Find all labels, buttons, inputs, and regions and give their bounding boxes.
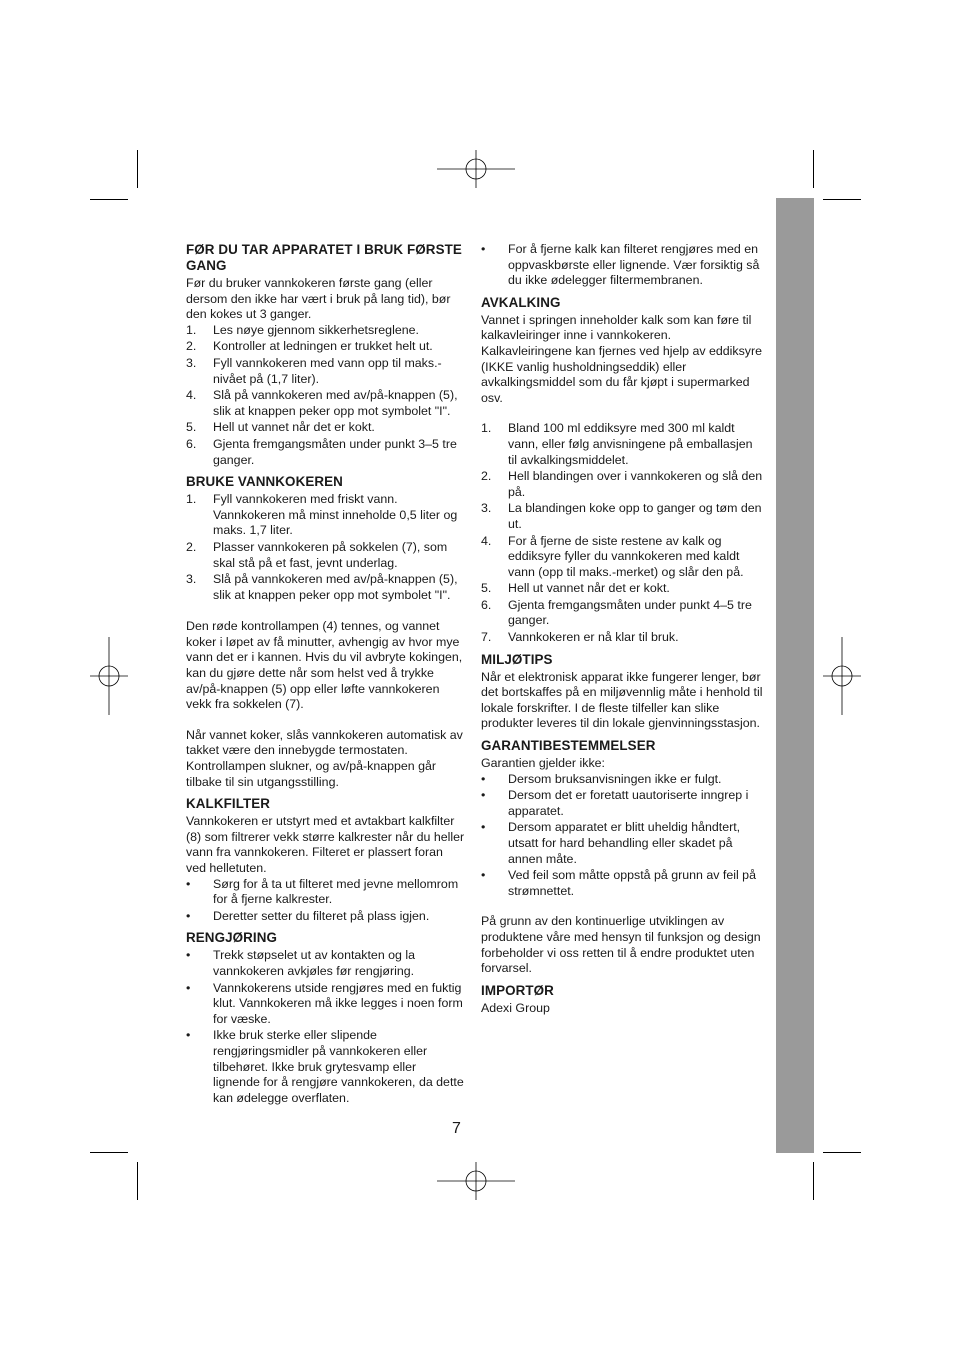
heading-filter: KALKFILTER (186, 796, 271, 812)
crop-mark (823, 199, 861, 200)
list-item: 5. Hell ut vannet når det er kokt. (186, 420, 375, 435)
list-item: • Ved feil som måtte oppstå på grunn av feil på strømnettet. (481, 868, 756, 898)
registration-mark-right (823, 637, 861, 715)
filter-bullets (186, 877, 466, 925)
crop-mark (823, 1152, 861, 1153)
warranty-intro: Garantien gjelder ikke: (481, 756, 605, 771)
list-item: 4. Slå på vannkokeren med av/på-knappen (5), slik at knappen peker opp mot symbolet "I". (186, 388, 458, 418)
list-item: 2. Plasser vannkokeren på sokkelen (7), som skal stå på et fast, jevnt underlag. (186, 539, 448, 570)
descaling-intro: Vannet i springen inneholder kalk som kan føre til kalkavleiringer inne i vannkokeren. Kalkavleiringene kan fjernes ved hjelp av eddiksyre (IKKE vanlig husholdningseddik) eller avkalkingsmiddel som du får kjøpt i supermarked osv. (481, 312, 763, 405)
list-item: 3. La blandingen koke opp to ganger og tøm den ut. (481, 501, 762, 531)
list-item: 4. For å fjerne de siste restene av kalk og eddiksyre fyller du vannkokeren med kaldt vann (opp til maks.-merket) og slår den på. (481, 533, 744, 579)
list-item: • Vannkokerens utside rengjøres med en fuktig klut. Vannkokeren må ikke legges i noen form for væske. (186, 980, 463, 1026)
registration-mark-bottom (437, 1162, 515, 1200)
registration-mark-left (90, 637, 128, 715)
list-item: • Sørg for å ta ut filteret med jevne mellomrom for å fjerne kalkrester. (186, 876, 459, 907)
first-use-steps (186, 323, 466, 468)
list-item: • Deretter setter du filteret på plass igjen. (186, 908, 430, 923)
cleaning-bullets (186, 948, 466, 1106)
crop-mark (90, 1152, 128, 1153)
list-item: 5. Hell ut vannet når det er kokt. (481, 581, 670, 596)
heading-using: BRUKE VANNKOKEREN (186, 474, 343, 490)
heading-first-use: FØR DU TAR APPARATET I BRUK FØRSTE GANG (186, 242, 462, 273)
section-filter (186, 796, 466, 924)
list-item: 1. Les nøye gjennom sikkerhetsreglene. (186, 322, 419, 337)
section-first-use (186, 242, 466, 468)
section-environment (481, 652, 763, 732)
using-paragraph-2: Når vannet koker, slås vannkokeren automatisk av takket være den innebygde termostaten. Kontrollampen slukner, og av/på-knappen går tilbake til sin utgangsstilling. (186, 727, 463, 789)
importer-name: Adexi Group (481, 1000, 550, 1015)
list-item: • Dersom det er foretatt uautoriserte inngrep i apparatet. (481, 788, 749, 818)
crop-mark (813, 150, 814, 188)
section-warranty (481, 738, 763, 977)
list-item: 2. Hell blandingen over i vannkokeren og slå den på. (481, 469, 763, 499)
crop-mark (137, 150, 138, 188)
list-item: • Ikke bruk sterke eller slipende rengjøringsmidler på vannkokeren eller tilbehøret. Ikke bruk grytesvamp eller lignende for å rengjøre vannkokeren, da dette kan ødelegge overflaten. (186, 1028, 464, 1105)
crop-mark (813, 1162, 814, 1200)
heading-environment: MILJØTIPS (481, 651, 553, 667)
language-tab (776, 198, 814, 1153)
section-importer (481, 983, 763, 1017)
heading-descaling: AVKALKING (481, 294, 561, 310)
section-cleaning-continued (481, 242, 763, 289)
list-item: 6. Gjenta fremgangsmåten under punkt 4–5 tre ganger. (481, 597, 752, 628)
registration-mark-top (437, 150, 515, 188)
list-item: 3. Slå på vannkokeren med av/på-knappen (5), slik at knappen peker opp mot symbolet "I". (186, 572, 458, 602)
heading-importer: IMPORTØR (481, 982, 554, 998)
list-item: 1. Bland 100 ml eddiksyre med 300 ml kaldt vann, eller følg anvisningene på emballasjen til avkalkingsmiddelet. (481, 421, 753, 467)
using-paragraph-1: Den røde kontrollampen (4) tennes, og vannet koker i løpet av få minutter, avhengig av hvor mye vann det er i kannen. Hvis du vil avbryte kokingen, kan du gjøre dette når som helst ved å trykke av/på-knappen (5) opp eller løfte vannkokeren vekk fra sokkelen (7). (186, 619, 463, 712)
section-descaling (481, 295, 763, 646)
list-item: 1. Fyll vannkokeren med friskt vann. Vannkokeren må minst inneholde 0,5 liter og maks. 1,7 liter. (186, 492, 458, 538)
section-cleaning (186, 930, 466, 1106)
crop-mark (137, 1162, 138, 1200)
section-using (186, 474, 466, 790)
list-item: • Dersom apparatet er blitt uheldig håndtert, utsatt for hard behandling eller skadet på annen måte. (481, 820, 741, 866)
page-number: 7 (452, 1120, 461, 1137)
list-item: 2. Kontroller at ledningen er trukket helt ut. (186, 339, 433, 354)
list-item: 3. Fyll vannkokeren med vann opp til maks.-nivået på (1,7 liter). (186, 355, 442, 386)
list-item: 6. Gjenta fremgangsmåten under punkt 3–5 tre ganger. (186, 436, 457, 467)
heading-warranty: GARANTIBESTEMMELSER (481, 738, 656, 754)
environment-text: Når et elektronisk apparat ikke fungerer lenger, bør det bortskaffes på en miljøvennlig måte i henhold til lokale forskrifter. I de fleste tilfeller kan slike produkter leveres til din lokale gjenvinningsstasjon. (481, 669, 763, 731)
filter-intro: Vannkokeren er utstyrt med et avtakbart kalkfilter (8) som filtrerer vekk større kalkrester når du heller vann fra vannkokeren. Filteret er plassert foran ved helletuten. (186, 814, 465, 875)
list-item: • Trekk støpselet ut av kontakten og la vannkokeren avkjøles før rengjøring. (186, 948, 416, 978)
heading-cleaning: RENGJØRING (186, 930, 278, 946)
right-column (481, 242, 763, 1022)
list-item: 7. Vannkokeren er nå klar til bruk. (481, 630, 679, 645)
warranty-bullets (481, 772, 763, 900)
list-item: • Dersom bruksanvisningen ikke er fulgt. (481, 771, 722, 786)
using-steps (186, 492, 466, 603)
warranty-footer: På grunn av den kontinuerlige utviklingen av produktene våre med hensyn til funksjon og design forbeholder vi oss retten til å endre produktet uten forvarsel. (481, 914, 761, 976)
descaling-steps (481, 421, 763, 645)
cleaning-bullets-continued (481, 242, 763, 289)
left-column (186, 242, 466, 1112)
first-use-intro: Før du bruker vannkokeren første gang (eller dersom den ikke har vært i bruk på lang tid), bør den kokes ut 3 ganger. (186, 276, 451, 322)
crop-mark (90, 199, 128, 200)
list-item: • For å fjerne kalk kan filteret rengjøres med en oppvaskbørste eller lignende. Vær forsiktig så du ikke ødelegger filtermembranen. (481, 242, 760, 288)
